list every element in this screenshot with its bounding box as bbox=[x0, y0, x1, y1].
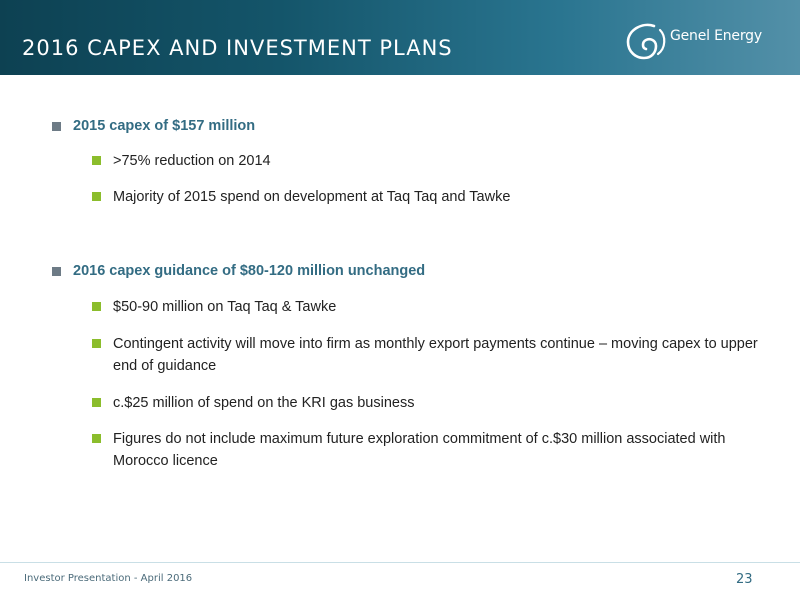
page-number: 23 bbox=[736, 572, 753, 587]
list-item-text: Majority of 2015 spend on development at Taq Taq and Tawke bbox=[113, 189, 511, 205]
square-bullet-icon bbox=[92, 192, 101, 201]
square-bullet-icon bbox=[92, 156, 101, 165]
list-item-text: >75% reduction on 2014 bbox=[113, 153, 271, 169]
footer-divider bbox=[0, 562, 800, 563]
list-item-text: $50-90 million on Taq Taq & Tawke bbox=[113, 299, 337, 315]
square-bullet-icon bbox=[52, 267, 61, 276]
list-item-text: Figures do not include maximum future exploration commitment of c.$30 million associated with Morocco licence bbox=[113, 431, 726, 469]
square-bullet-icon bbox=[92, 398, 101, 407]
list-item-text: Contingent activity will move into firm as monthly export payments continue – moving capex to upper end of guidance bbox=[113, 336, 758, 374]
slide-header bbox=[0, 0, 800, 75]
section-heading-text: 2016 capex guidance of $80-120 million unchanged bbox=[73, 263, 426, 279]
genel-energy-logo-icon bbox=[624, 20, 668, 62]
slide-title: 2016 CAPEX AND INVESTMENT PLANS bbox=[22, 36, 453, 60]
section-heading-text: 2015 capex of $157 million bbox=[73, 118, 256, 134]
list-item-text: c.$25 million of spend on the KRI gas business bbox=[113, 395, 415, 411]
square-bullet-icon bbox=[92, 339, 101, 348]
square-bullet-icon bbox=[92, 302, 101, 311]
square-bullet-icon bbox=[92, 434, 101, 443]
footer-text: Investor Presentation - April 2016 bbox=[24, 573, 193, 584]
square-bullet-icon bbox=[52, 122, 61, 131]
company-logo bbox=[624, 20, 774, 62]
logo-text: Genel Energy bbox=[670, 28, 762, 44]
